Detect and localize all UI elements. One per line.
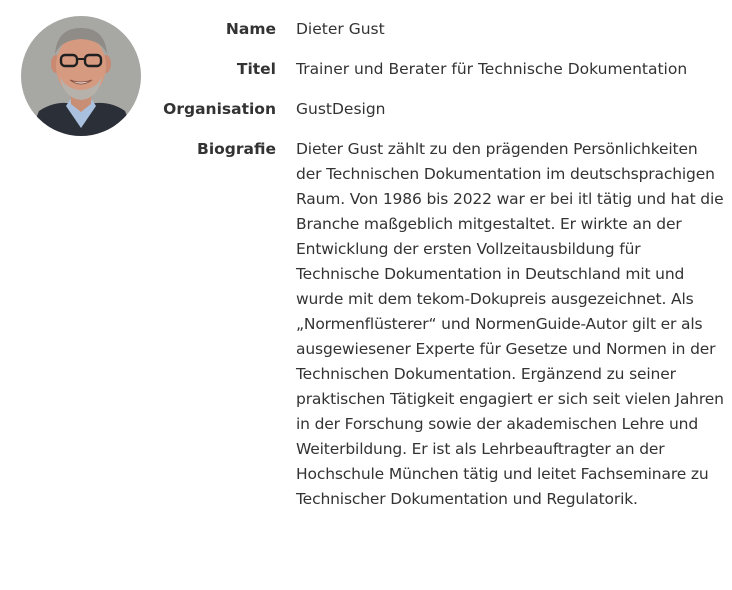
bio-row [150, 137, 725, 512]
organisation-label: Organisation [163, 100, 276, 118]
name-label: Name [225, 20, 276, 38]
organisation-value: GustDesign [296, 100, 386, 118]
organisation-row [150, 97, 725, 122]
portrait-photo [21, 16, 141, 136]
avatar [21, 16, 141, 136]
title-label: Titel [236, 60, 276, 78]
name-value: Dieter Gust [296, 20, 385, 38]
profile-details [150, 17, 725, 527]
name-row [150, 17, 725, 42]
bio-label: Biografie [197, 140, 276, 158]
bio-text: Dieter Gust zählt zu den prägenden Persönlichkeiten der Technischen Dokumentation im deutschsprachigen Raum. Von 1986 bis 2022 war er bei itl tätig und hat die Branche maßgeblich mitgestaltet. Er wirkte an der Entwicklung der ersten Vollzeitausbildung für Technische Dokumentation in Deutschland mit und wurde mit dem tekom-Dokupreis ausgezeichnet. Als „Normenflüsterer“ und NormenGuide-Autor gilt er als ausgewiesener Experte für Gesetze und Normen in der Technischen Dokumentation. Ergänzend zu seiner praktischen Tätigkeit engagiert er sich seit vielen Jahren in der Forschung sowie der akademischen Lehre und Weiterbildung. Er ist als Lehrbeauftragter an der Hochschule München tätig und leitet Fachseminare zu Technischer Dokumentation und Regulatorik. [296, 140, 724, 508]
title-value: Trainer und Berater für Technische Dokumentation [296, 60, 688, 78]
title-row [150, 57, 725, 82]
